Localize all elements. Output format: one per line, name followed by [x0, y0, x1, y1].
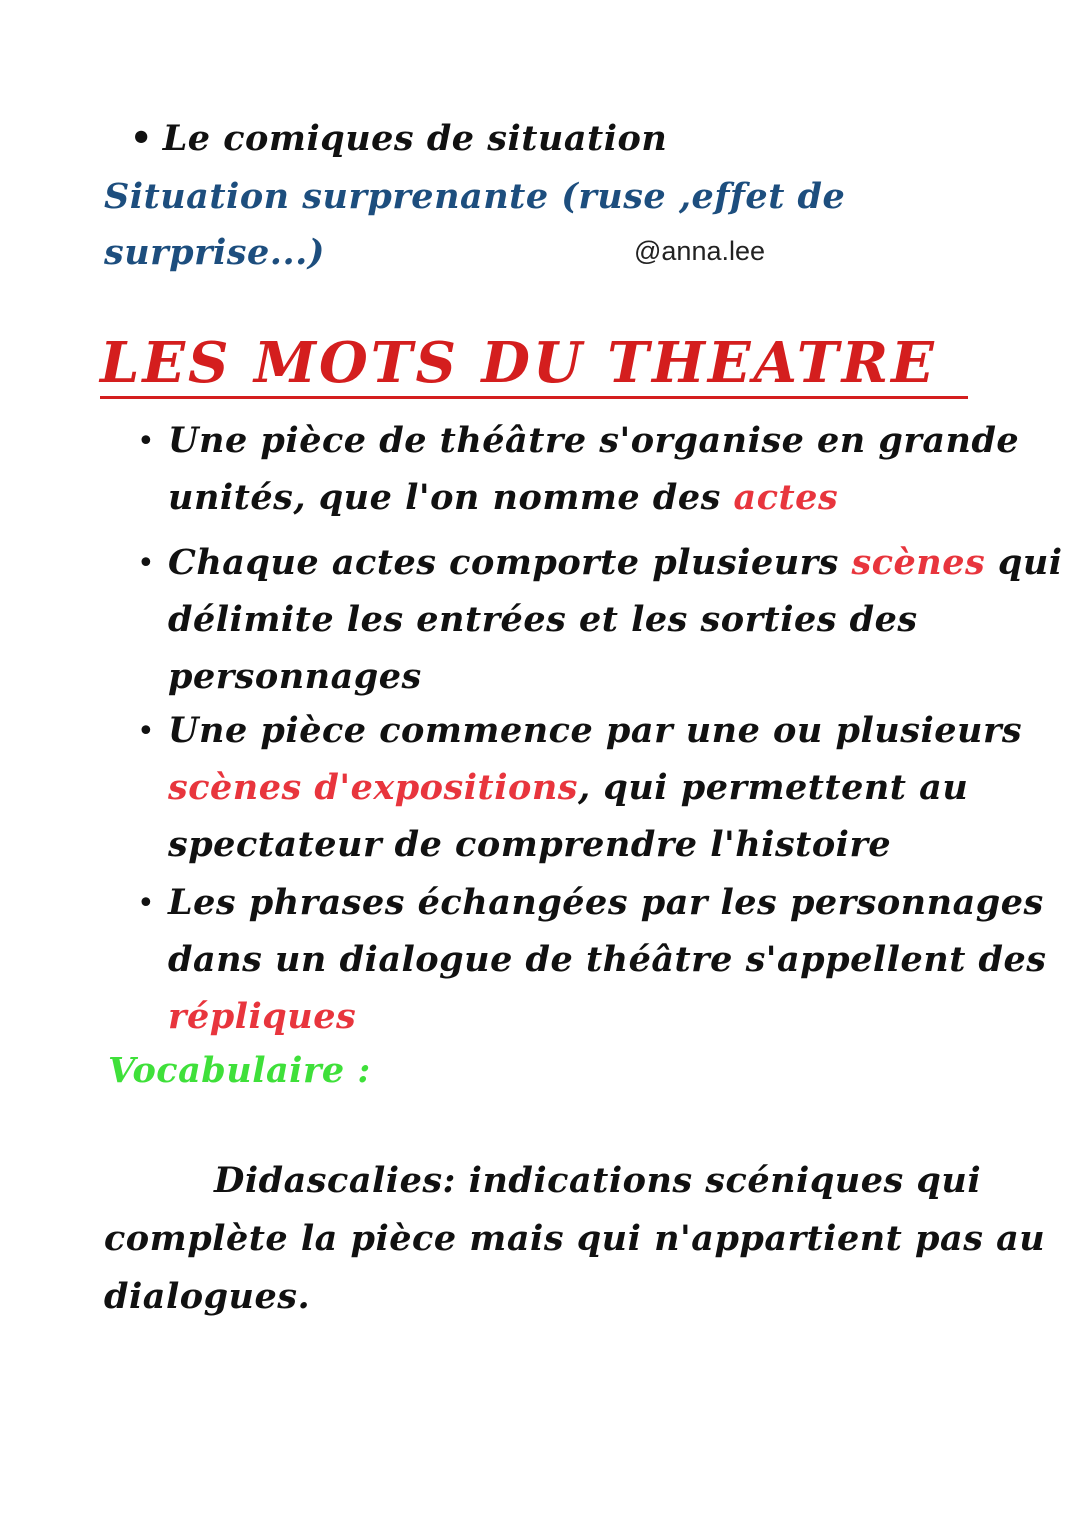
bullet-dot: • [137, 886, 155, 921]
list-item-line [168, 477, 838, 518]
list-item-text: Les phrases échangées par les personnages [168, 882, 1044, 923]
title-underline [100, 396, 968, 399]
list-item-text: unités, que l'on nomme des [168, 477, 734, 518]
list-item-line [168, 824, 891, 865]
list-item-line [168, 996, 356, 1037]
list-item-line [168, 710, 1022, 751]
definition-line1: Didascalies: indications scéniques qui [214, 1160, 982, 1201]
list-item-text: Une pièce commence par une ou plusieurs [168, 710, 1023, 751]
list-item-text: personnages [168, 656, 422, 697]
comic-desc-line1: Situation surprenante (ruse ,effet de [104, 176, 846, 217]
page-title: LES MOTS DU THEATRE [100, 330, 937, 396]
list-item-text: , qui permettent au [578, 767, 969, 808]
list-item-text: qui [985, 542, 1063, 583]
list-item-line [168, 939, 1047, 980]
vocab-label: Vocabulaire : [108, 1050, 371, 1091]
list-item-line [168, 420, 1019, 461]
list-item-line [168, 656, 422, 697]
comic-bullet [130, 118, 667, 159]
comic-bullet-text: Le comiques de situation [162, 118, 668, 159]
list-item-line [168, 882, 1044, 923]
highlighted-term: scènes d'expositions [168, 767, 578, 808]
bullet-dot: • [130, 119, 153, 159]
bullet-dot: • [137, 546, 155, 581]
bullet-dot: • [137, 714, 155, 749]
comic-desc-line2: surprise...) [104, 232, 325, 273]
definition-line3: dialogues. [104, 1276, 311, 1317]
bullet-dot: • [137, 424, 155, 459]
author-handle: @anna.lee [634, 236, 766, 266]
list-item-text: délimite les entrées et les sorties des [168, 599, 918, 640]
list-item-line [168, 599, 918, 640]
highlighted-term: scènes [851, 542, 986, 583]
definition-line2: complète la pièce mais qui n'appartient pas au [104, 1218, 1046, 1259]
list-item-text: Une pièce de théâtre s'organise en grande [168, 420, 1020, 461]
list-item-text: dans un dialogue de théâtre s'appellent des [168, 939, 1047, 980]
highlighted-term: actes [733, 477, 839, 518]
highlighted-term: répliques [168, 996, 357, 1037]
list-item-text: Chaque actes comporte plusieurs [168, 542, 852, 583]
list-item-text: spectateur de comprendre l'histoire [168, 824, 892, 865]
list-item-line [168, 767, 968, 808]
list-item-line [168, 542, 1063, 583]
